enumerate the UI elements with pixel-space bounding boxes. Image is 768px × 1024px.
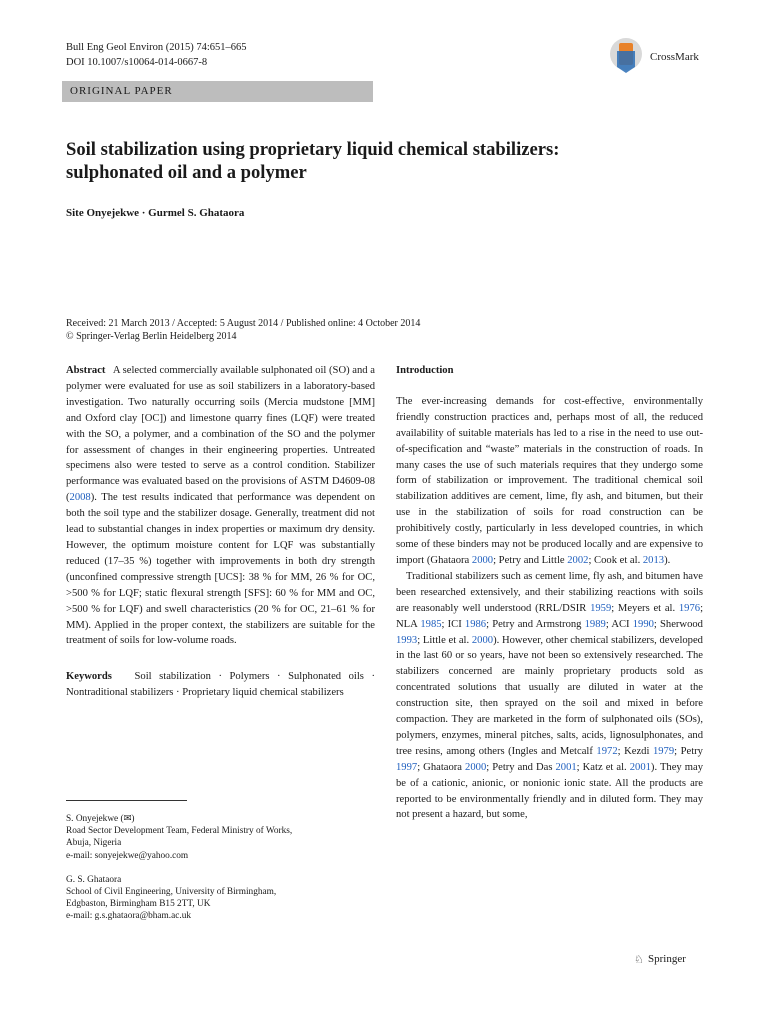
citation-link[interactable]: 1989: [584, 618, 606, 630]
crossmark-icon: [606, 34, 646, 78]
body-text: ). However, other chemical stabilizers, developed in the last 60 or so years, have not been so extensively researched. The stabilizers concerned are mainly proprietary products sold as concentrated solutions that usually are diluted in water at the construction site, then sprayed on the soil and mixed in before compaction. They are marketed in the form of sulphonated oils (SOs), polymers, enzymes, mineral pitches, salts, acids, lignosulphonates, and tree resins, among others (Ingles and Metcalf: [396, 634, 703, 757]
body-text: ; Meyers et al.: [611, 602, 679, 614]
abstract-text-a: A selected commercially available sulphonated oil (SO) and a polymer were evaluated for use as soil stabilizers in a laboratory-based investigation. Two naturally occurring soils (Mercia mudstone [MM] and Oxford clay [OC]) and limestone quarry fines (LQF) were treated with the SO, a polymer, and a combination of the SO and the polymer for assessment of changes in their engineering properties. Untreated specimens also were tested to serve as a control condition. Stabilizer performance was evaluated based on the provisions of ASTM D4609-08 (: [66, 365, 375, 504]
body-text: ; NLA: [396, 602, 704, 630]
affiliation-line: School of Civil Engineering, University of Birmingham,: [66, 887, 277, 898]
body-text: ; Sherwood: [653, 618, 703, 630]
doi[interactable]: DOI 10.1007/s10064-014-0667-8: [66, 57, 208, 68]
publisher-name: Springer: [648, 953, 686, 965]
affiliation-line: Edgbaston, Birmingham B15 2TT, UK: [66, 899, 211, 910]
author-affiliations: [66, 813, 376, 935]
affiliation-line: G. S. Ghataora: [66, 874, 122, 885]
body-text: ; Petry and Armstrong: [486, 618, 585, 630]
citation-link[interactable]: 2000: [471, 634, 494, 646]
springer-horse-icon: ♘: [634, 954, 644, 966]
citation-link[interactable]: 1986: [464, 618, 487, 630]
affiliation-email[interactable]: e-mail: g.s.ghataora@bham.ac.uk: [66, 911, 191, 922]
body-text: ; ACI: [605, 618, 633, 630]
citation-link[interactable]: 1993: [396, 634, 418, 646]
body-text: The ever-increasing demands for cost-effective, environmentally friendly construction practices and, perhaps most of all, the reduced availability of suitable materials has led to a rise in the need to use out-of-specification and “waste” materials in the construction of roads. In many cases the use of such materials requires that they undergo some form of stabilization or improvement. The traditional chemical soil stabilization additives are cement, lime, fly ash, and bitumen, but their use in the stabilization of soils for road construction can be prohibitively costly, particularly in less developed countries, in which some of these binders may not be produced locally and are expensive to import (Ghataora: [396, 395, 703, 566]
footnote-divider: [66, 800, 187, 801]
section-banner: ORIGINAL PAPER: [62, 81, 373, 102]
affiliation-email[interactable]: e-mail: sonyejekwe@yahoo.com: [66, 850, 189, 861]
affiliation-line: Road Sector Development Team, Federal Ministry of Works,: [66, 826, 293, 837]
title-line-2: sulphonated oil and a polymer: [66, 162, 307, 183]
left-column: [66, 363, 375, 701]
citation-link[interactable]: 1959: [590, 602, 612, 614]
affiliation-line: Abuja, Nigeria: [66, 838, 122, 849]
citation-link[interactable]: 2001: [555, 761, 577, 773]
citation-link[interactable]: 2000: [471, 554, 494, 566]
body-text: ; Katz et al.: [576, 761, 630, 773]
citation-link[interactable]: 1979: [652, 745, 675, 757]
body-text: ; Petry and Little: [493, 554, 568, 566]
body-text: ; ICI: [441, 618, 465, 630]
keywords-label: Keywords: [66, 671, 112, 683]
citation-link[interactable]: 1972: [596, 745, 618, 757]
publisher-logo: [634, 953, 686, 966]
citation-link[interactable]: 1997: [396, 761, 418, 773]
citation-link[interactable]: 1990: [632, 618, 654, 630]
body-text: ; Little et al.: [417, 634, 472, 646]
citation-link[interactable]: 2008: [69, 492, 91, 504]
abstract-text-b: ). The test results indicated that performance was dependent on both the soil type and the stabilizer dosage. Generally, treatment did not lead to substantial changes in index properties or maximum dry density. However, the optimum moisture content for LQF was substantially reduced (17–35 %) together with improvements in both dry strength (unconfined compressive strength [UCS]: 38 % for MM, 26 % for OC, >500 % for LQF; static flexural strength [SFS]: 60 % for MM and OC, >500 % for LQF) and swell characteristics (20 % for OC, 21–61 % for MM). Applied in the proper context, the stabilizers are suitable for the treatment of soils for low-volume roads.: [66, 492, 375, 647]
right-column: [396, 363, 703, 823]
body-text: Traditional stabilizers such as cement lime, fly ash, and bitumen have been researched extensively, and their stabilizing reactions with soils are reasonably well understood (RRL/DSIR: [396, 570, 703, 614]
section-heading: Introduction: [396, 365, 454, 376]
affiliation-2: [66, 874, 376, 923]
authors: Site Onyejekwe · Gurmel S. Ghataora: [66, 207, 245, 219]
citation-link[interactable]: 1976: [678, 602, 701, 614]
affiliation-1: [66, 813, 376, 862]
keywords-text: Soil stabilization · Polymers · Sulphonated oils · Nontraditional stabilizers · Proprietary liquid chemical stabilizers: [66, 671, 375, 699]
title-line-1: Soil stabilization using proprietary liquid chemical stabilizers:: [66, 139, 560, 160]
body-text: ; Petry: [674, 745, 703, 757]
body-text: ; Ghataora: [417, 761, 466, 773]
affiliation-line: S. Onyejekwe (✉): [66, 814, 135, 824]
body-text: ). They may be of a cationic, anionic, or nonionic ionic state. All the products are reported to be environmentally friendly and in diluted form. They may not present a hazard, but some,: [396, 761, 703, 821]
intro-paragraph-1: [396, 394, 703, 569]
citation-link[interactable]: 2002: [567, 554, 589, 566]
body-text: ; Petry and Das: [486, 761, 556, 773]
citation-link[interactable]: 1985: [420, 618, 442, 630]
journal-citation: Bull Eng Geol Environ (2015) 74:651–665: [66, 42, 247, 53]
history-dates: Received: 21 March 2013 / Accepted: 5 August 2014 / Published online: 4 October 2014: [66, 318, 421, 329]
article-title: [66, 138, 706, 184]
abstract: [66, 363, 375, 649]
body-text: ; Kezdi: [617, 745, 653, 757]
article-history: [66, 317, 726, 343]
citation-link[interactable]: 2013: [642, 554, 665, 566]
body-text: ; Cook et al.: [588, 554, 643, 566]
body-text: ).: [664, 554, 671, 566]
copyright: © Springer-Verlag Berlin Heidelberg 2014: [66, 331, 237, 342]
citation-link[interactable]: 2001: [629, 761, 651, 773]
intro-paragraph-2: [396, 569, 703, 824]
abstract-label: Abstract: [66, 365, 106, 376]
keywords: [66, 669, 375, 701]
citation-link[interactable]: 2000: [465, 761, 487, 773]
crossmark-label: CrossMark: [650, 51, 699, 63]
